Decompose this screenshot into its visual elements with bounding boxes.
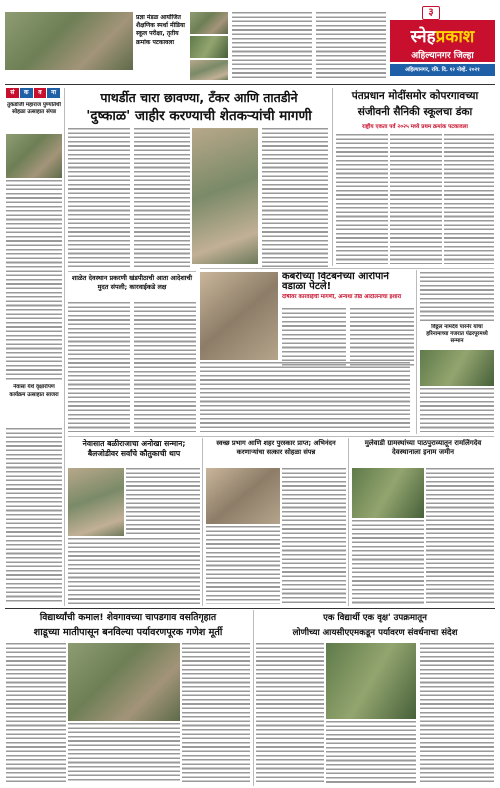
masthead-divider xyxy=(5,84,495,85)
right-column-rule xyxy=(332,88,333,266)
bottom-right-headline-1: एक विद्यार्थी एक वृक्ष' उपक्रमातून xyxy=(323,613,427,623)
section-tabs xyxy=(6,88,60,98)
bottom-left-col-3 xyxy=(68,723,180,783)
bottom-right-col-3 xyxy=(420,643,494,783)
right-article-col-1 xyxy=(336,134,388,264)
lead-headline-2: 'दुष्काळ' जाहीर करण्याची शेतकऱ्यांची मागणी xyxy=(86,108,312,124)
middle-article-photo xyxy=(200,272,278,360)
right-headline-2: संजीवनी सैनिकी स्कूलचा डंका xyxy=(357,106,473,118)
left-column-photo xyxy=(6,134,62,178)
right-article-col-3 xyxy=(444,134,494,264)
bottom-right-photo xyxy=(326,643,416,719)
supplement-label: अहिल्यानगर जिल्हा xyxy=(411,51,474,61)
right-headline-1: पंतप्रधान मोदींसमोर कोपरगावच्या xyxy=(351,90,479,102)
masthead-article-text-1 xyxy=(232,12,312,80)
news-headline-b: स्वच्छ प्रभाग आणि शहर पुरस्कार प्राप्त; अभिनंदन करणाऱ्यांचा सत्कार सोहळा संपन्न xyxy=(216,439,336,456)
bottom-left-col-2 xyxy=(182,643,250,783)
bottom-top-rule xyxy=(5,608,495,609)
news-headline-a: नेवासात बळीराजाचा अनोखा सन्मान; बैलजोडीवर सर्वांचे कौतुकाची थाप xyxy=(82,439,186,458)
news-c-photo xyxy=(352,468,424,518)
bottom-divider xyxy=(253,610,254,786)
box-article-col-1 xyxy=(68,302,130,432)
section-tab: क xyxy=(20,88,33,98)
top-left-photo xyxy=(5,12,133,70)
top-small-photo-2 xyxy=(190,36,228,58)
row3-top-rule xyxy=(68,436,494,437)
left-column-rule xyxy=(64,88,65,606)
lead-article-col-2 xyxy=(134,128,190,268)
news-a-text-1 xyxy=(126,468,200,536)
section-tab: ना xyxy=(47,88,60,98)
news-b-text-1 xyxy=(282,468,346,604)
left-heading-2: नेवासा येथे वृक्षारोपण कार्यक्रम उत्साहात साजरा xyxy=(9,384,59,398)
right-box-text-top xyxy=(420,272,494,322)
bottom-right-headline-2: लोणीच्या आयसीएएमकडून पर्यावरण संवर्धनाचा संदेश xyxy=(292,628,458,638)
right-box-photo xyxy=(420,350,494,386)
lead-article-col-3 xyxy=(262,128,328,268)
right-box-headline: विठ्ठल नामदेव पारनेर यांचा हरिनामाच्या गजरात पंढरपूरमध्ये सन्मान xyxy=(426,324,488,345)
right-article-col-2 xyxy=(390,134,442,264)
news-b-text-2 xyxy=(206,526,280,604)
date-line: अहिल्यानगर, रवि. दि. १२ नोव्हें. २०२१ xyxy=(390,64,495,76)
left-column-text-1 xyxy=(6,180,62,380)
bottom-right-col-1 xyxy=(256,643,324,783)
brand-prefix: स्नेह xyxy=(410,27,436,47)
news-headline-c: मुलेवाडी ग्रामस्थांच्या पाठपुराव्यातून रामलिंगदेव देवस्थानाला इनाम जमीन xyxy=(364,439,482,456)
lead-headline-1: पाथर्डीत चारा छावण्या, टँकर आणि तातडीने xyxy=(100,90,298,105)
middle-top-rule xyxy=(200,268,494,269)
box-article-col-2 xyxy=(134,302,196,432)
section-tab: सं xyxy=(6,88,19,98)
bottom-headline-1: विद्यार्थ्यांची कमाल! शेवगावच्या चापडगाव वसतिगृहात xyxy=(39,612,217,623)
section-tab: व xyxy=(34,88,47,98)
bottom-right-col-2 xyxy=(326,721,416,783)
middle-article-col-1 xyxy=(282,308,346,366)
bottom-left-photo xyxy=(68,643,180,721)
news-a-photo xyxy=(68,468,124,536)
middle-headline-1: कबरीच्या विटंबनेच्या आरोपाने वडाळा पेटले! xyxy=(282,272,389,292)
bottom-left-col-1 xyxy=(6,643,66,783)
right-box-rule xyxy=(416,270,417,434)
box-headline: शाळेत देवस्थान प्रकरणी खंडपीठाची आता आदेशाची मुदत संपली; कारवाईकडे लक्ष xyxy=(71,274,193,291)
left-column-text-2 xyxy=(6,428,62,603)
right-box-text-bottom xyxy=(420,388,494,432)
top-small-photo-1 xyxy=(190,12,228,34)
box-top-rule xyxy=(68,271,196,272)
page-number-badge: ३ xyxy=(422,6,440,20)
middle-subheadline: दोषींवर कारवाईची मागणी, अन्यथा तीव्र आंदोलनाचा इशारा xyxy=(282,294,402,300)
brand-suffix: प्रकाश xyxy=(435,27,475,47)
news-c-text-2 xyxy=(352,520,424,604)
row3-rule-2 xyxy=(348,438,349,606)
middle-article-col-2 xyxy=(350,308,414,366)
news-c-text-1 xyxy=(426,468,494,604)
right-subheadline: राष्ट्रीय एकता पर्व २०२५ मध्ये प्रथम क्रमांक पटकावला xyxy=(362,124,468,130)
top-small-photo-3 xyxy=(190,60,228,80)
news-a-text-2 xyxy=(68,538,200,604)
masthead-article-text-2 xyxy=(316,12,386,80)
news-b-photo xyxy=(206,468,280,524)
middle-article-col-3 xyxy=(200,362,410,432)
side-heading: प्रज्ञा मंडळ आयोजित शैक्षणिक स्पर्धा मीडिया स्कूल परीक्षा, तृतीय क्रमांक पटकावला xyxy=(136,14,185,46)
lead-article-col-1 xyxy=(68,128,130,268)
left-heading-1: तुकडोजी महाराज पुण्यतिथी सोहळा उत्साहात संपन्न xyxy=(7,102,61,116)
row3-rule-1 xyxy=(202,438,203,606)
bottom-headline-2: शाडूच्या मातीपासून बनविल्या पर्यावरणपूरक गणेश मूर्ती xyxy=(33,627,223,638)
brand-logo xyxy=(390,20,495,62)
lead-article-photo xyxy=(192,128,258,264)
